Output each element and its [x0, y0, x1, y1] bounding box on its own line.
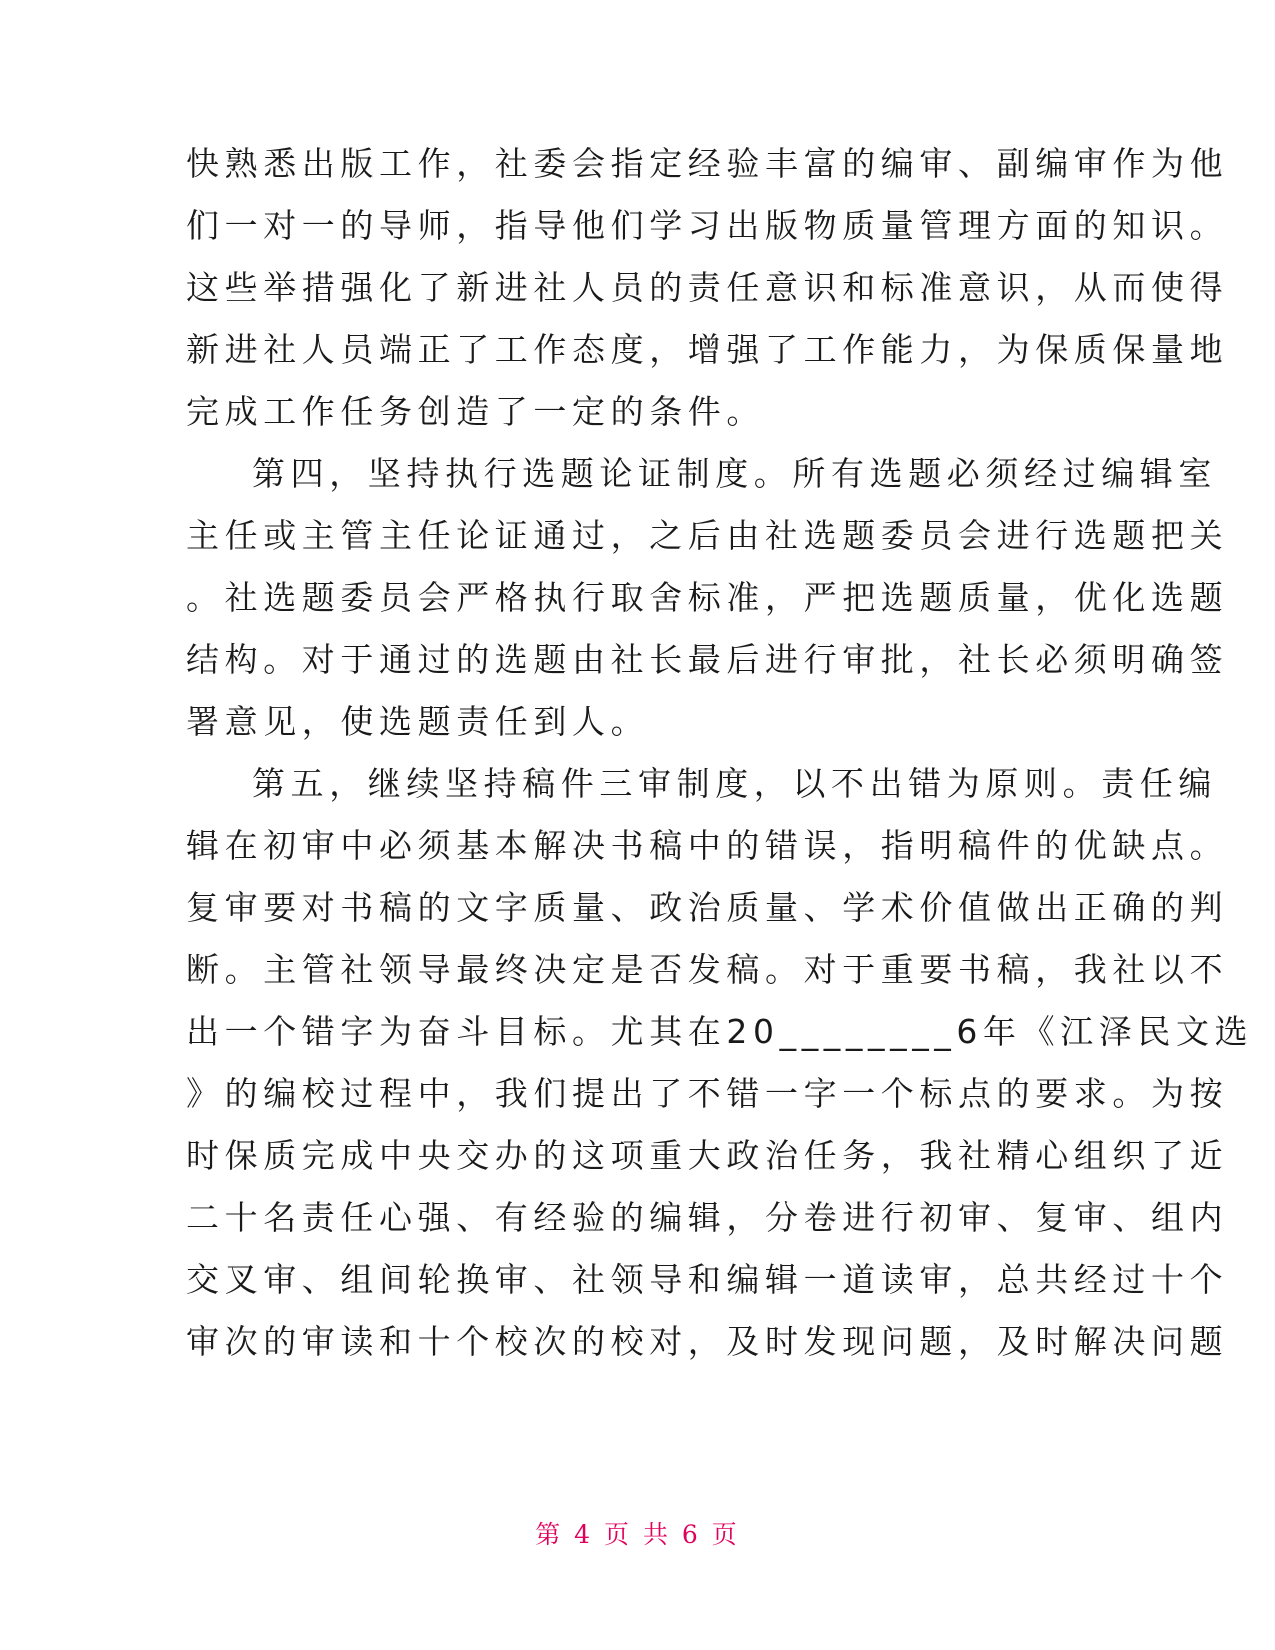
text-line: 们一对一的导师，指导他们学习出版物质量管理方面的知识。 [186, 206, 1229, 245]
text-line: 二十名责任心强、有经验的编辑，分卷进行初审、复审、组内 [186, 1198, 1229, 1237]
text-line: 新进社人员端正了工作态度，增强了工作能力，为保质保量地 [186, 330, 1229, 369]
text-line: 完成工作任务创造了一定的条件。 [186, 392, 765, 431]
text-line: 复审要对书稿的文字质量、政治质量、学术价值做出正确的判 [186, 888, 1229, 927]
text-line: 审次的审读和十个校次的校对，及时发现问题，及时解决问题 [186, 1322, 1229, 1361]
text-line: 辑在初审中必须基本解决书稿中的错误，指明稿件的优缺点。 [186, 826, 1229, 865]
text-line: 署意见，使选题责任到人。 [186, 702, 650, 741]
paragraph-start-line: 第四，坚持执行选题论证制度。所有选题必须经过编辑室 [252, 454, 1217, 493]
text-line: 时保质完成中央交办的这项重大政治任务，我社精心组织了近 [186, 1136, 1229, 1175]
text-line: 》的编校过程中，我们提出了不错一字一个标点的要求。为按 [186, 1074, 1229, 1113]
text-line: 快熟悉出版工作，社委会指定经验丰富的编审、副编审作为他 [186, 144, 1229, 183]
page-number-footer: 第 4 页 共 6 页 [535, 1520, 740, 1549]
text-line: 出一个错字为奋斗目标。尤其在20________6年《江泽民文选 [186, 1012, 1254, 1051]
paragraph-start-line: 第五，继续坚持稿件三审制度，以不出错为原则。责任编 [252, 764, 1217, 803]
text-line: 结构。对于通过的选题由社长最后进行审批，社长必须明确签 [186, 640, 1229, 679]
text-line: 断。主管社领导最终决定是否发稿。对于重要书稿，我社以不 [186, 950, 1229, 989]
text-line: 交叉审、组间轮换审、社领导和编辑一道读审，总共经过十个 [186, 1260, 1229, 1299]
text-line: 。社选题委员会严格执行取舍标准，严把选题质量，优化选题 [186, 578, 1229, 617]
text-line: 主任或主管主任论证通过，之后由社选题委员会进行选题把关 [186, 516, 1229, 555]
text-line: 这些举措强化了新进社人员的责任意识和标准意识，从而使得 [186, 268, 1229, 307]
